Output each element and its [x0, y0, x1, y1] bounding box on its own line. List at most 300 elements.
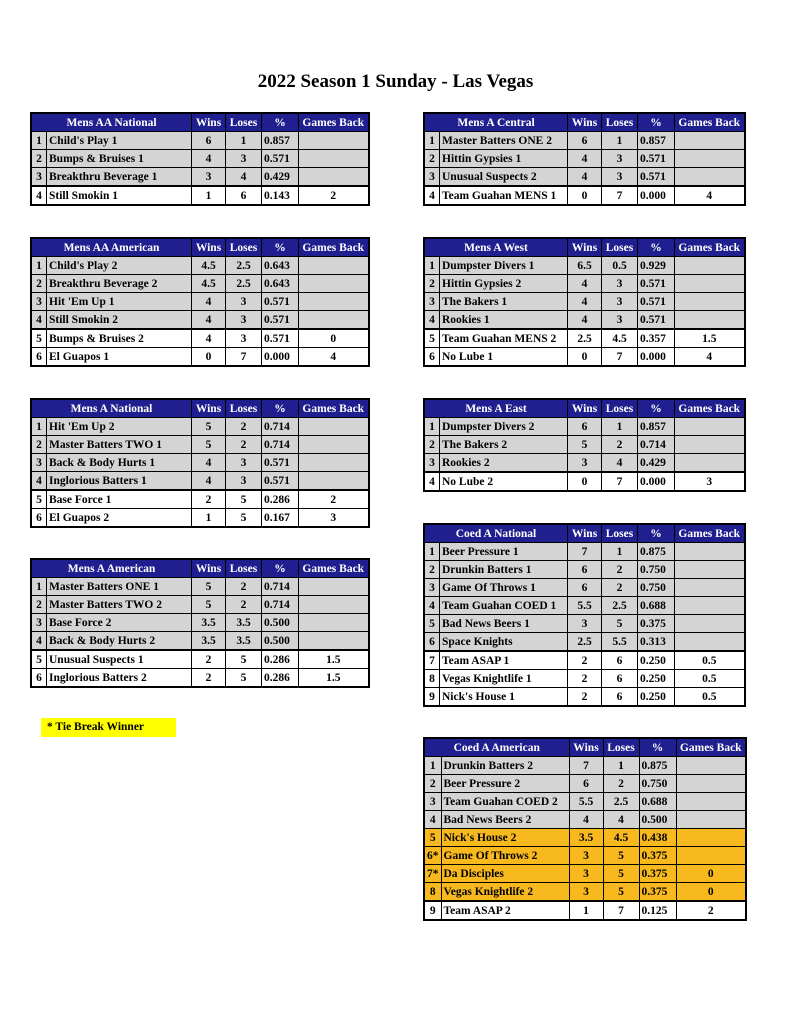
table-row — [424, 348, 745, 367]
division-name: Coed A American — [424, 738, 569, 757]
rank-cell: 3 — [31, 454, 47, 472]
games-back-cell — [676, 847, 746, 865]
wins-cell: 6 — [568, 132, 602, 150]
loses-cell: 3 — [226, 472, 262, 491]
rank-cell: 1 — [424, 132, 440, 150]
pct-cell: 0.875 — [639, 757, 676, 775]
rank-cell: 2 — [31, 596, 47, 614]
team-name: Team Guahan COED 1 — [440, 597, 568, 615]
wins-header: Wins — [192, 113, 226, 132]
table-row — [31, 348, 369, 367]
loses-cell: 4 — [603, 811, 639, 829]
rank-cell: 3 — [424, 168, 440, 187]
team-name: Bad News Beers 1 — [440, 615, 568, 633]
wins-header: Wins — [568, 238, 602, 257]
rank-cell: 1 — [31, 132, 47, 150]
games-back-cell — [299, 150, 369, 168]
table-row — [31, 578, 369, 596]
loses-cell: 5 — [226, 669, 262, 688]
games-back-cell — [299, 578, 369, 596]
table-row — [31, 454, 369, 472]
wins-header: Wins — [568, 113, 602, 132]
rank-cell: 6 — [424, 348, 440, 367]
games-back-cell — [676, 811, 746, 829]
games-back-cell — [299, 472, 369, 491]
games-back-cell — [675, 257, 745, 275]
loses-cell: 4.5 — [602, 329, 638, 348]
wins-cell: 6.5 — [568, 257, 602, 275]
team-name: Team Guahan MENS 2 — [440, 329, 568, 348]
games-back-header: Games Back — [299, 399, 369, 418]
team-name: Team Guahan COED 2 — [441, 793, 569, 811]
table-row — [424, 670, 745, 688]
loses-cell: 2.5 — [226, 257, 262, 275]
wins-cell: 3.5 — [192, 632, 226, 651]
loses-header: Loses — [226, 238, 262, 257]
rank-cell: 4 — [424, 472, 440, 491]
rank-cell: 6 — [31, 669, 47, 688]
rank-cell: 5 — [424, 329, 440, 348]
pct-cell: 0.313 — [638, 633, 675, 652]
games-back-cell: 4 — [675, 348, 745, 367]
team-name: Still Smokin 2 — [47, 311, 192, 330]
loses-cell: 3 — [226, 454, 262, 472]
rank-cell: 6 — [424, 633, 440, 652]
pct-header: % — [639, 738, 676, 757]
team-name: Master Batters TWO 2 — [47, 596, 192, 614]
games-back-cell: 3 — [299, 509, 369, 528]
games-back-header: Games Back — [675, 113, 745, 132]
wins-cell: 0 — [568, 472, 602, 491]
loses-header: Loses — [602, 238, 638, 257]
table-row — [424, 688, 745, 707]
wins-cell: 1 — [192, 186, 226, 205]
pct-cell: 0.375 — [638, 615, 675, 633]
team-name: Da Disciples — [441, 865, 569, 883]
pct-header: % — [638, 524, 675, 543]
wins-cell: 2 — [192, 490, 226, 509]
wins-cell: 3.5 — [192, 614, 226, 632]
pct-cell: 0.688 — [638, 597, 675, 615]
loses-cell: 7 — [602, 348, 638, 367]
rank-cell: 9 — [424, 688, 440, 707]
loses-cell: 3 — [226, 311, 262, 330]
team-name: Vegas Knightlife 2 — [441, 883, 569, 902]
table-row — [31, 669, 369, 688]
loses-cell: 4 — [602, 454, 638, 473]
table-header-row — [31, 113, 369, 132]
team-name: Game Of Throws 1 — [440, 579, 568, 597]
table-row — [31, 436, 369, 454]
loses-cell: 2 — [602, 579, 638, 597]
table-header-row — [424, 738, 746, 757]
wins-cell: 3 — [568, 615, 602, 633]
rank-cell: 4 — [31, 472, 47, 491]
team-name: Back & Body Hurts 1 — [47, 454, 192, 472]
wins-cell: 5 — [192, 418, 226, 436]
rank-cell: 1 — [31, 578, 47, 596]
loses-cell: 3.5 — [226, 614, 262, 632]
table-row — [424, 257, 745, 275]
rank-cell: 7* — [424, 865, 441, 883]
table-row — [424, 186, 745, 205]
games-back-cell — [676, 829, 746, 847]
rank-cell: 2 — [424, 436, 440, 454]
wins-cell: 5 — [192, 596, 226, 614]
table-row — [31, 168, 369, 187]
loses-cell: 2 — [226, 596, 262, 614]
table-row — [424, 329, 745, 348]
pct-cell: 0.714 — [262, 436, 299, 454]
pct-cell: 0.714 — [262, 578, 299, 596]
table-row — [31, 329, 369, 348]
table-row — [424, 561, 745, 579]
team-name: Hittin Gypsies 2 — [440, 275, 568, 293]
games-back-cell: 4 — [675, 186, 745, 205]
team-name: Unusual Suspects 2 — [440, 168, 568, 187]
rank-cell: 3 — [31, 614, 47, 632]
loses-cell: 2 — [602, 436, 638, 454]
wins-header: Wins — [192, 399, 226, 418]
loses-cell: 6 — [602, 688, 638, 707]
pct-cell: 0.571 — [638, 150, 675, 168]
rank-cell: 1 — [424, 418, 440, 436]
division-name: Mens A National — [31, 399, 192, 418]
pct-cell: 0.857 — [638, 132, 675, 150]
loses-header: Loses — [602, 113, 638, 132]
division-name: Mens A West — [424, 238, 568, 257]
team-name: El Guapos 1 — [47, 348, 192, 367]
wins-header: Wins — [569, 738, 603, 757]
wins-header: Wins — [192, 559, 226, 578]
table-row — [424, 454, 745, 473]
loses-cell: 5 — [603, 865, 639, 883]
games-back-cell — [675, 418, 745, 436]
wins-cell: 4 — [192, 472, 226, 491]
rank-cell: 4 — [424, 186, 440, 205]
games-back-cell — [675, 150, 745, 168]
rank-cell: 1 — [31, 418, 47, 436]
rank-cell: 5 — [31, 490, 47, 509]
table-row — [424, 472, 745, 491]
wins-cell: 2.5 — [568, 329, 602, 348]
wins-cell: 5 — [568, 436, 602, 454]
pct-cell: 0.714 — [638, 436, 675, 454]
table-row — [424, 847, 746, 865]
pct-cell: 0.571 — [262, 472, 299, 491]
loses-cell: 5.5 — [602, 633, 638, 652]
wins-header: Wins — [568, 399, 602, 418]
pct-cell: 0.571 — [262, 311, 299, 330]
rank-cell: 2 — [424, 150, 440, 168]
table-row — [31, 509, 369, 528]
team-name: Unusual Suspects 1 — [47, 650, 192, 669]
games-back-cell — [676, 775, 746, 793]
table-row — [31, 293, 369, 311]
rank-cell: 4 — [31, 186, 47, 205]
games-back-cell — [299, 596, 369, 614]
games-back-header: Games Back — [299, 238, 369, 257]
team-name: Master Batters TWO 1 — [47, 436, 192, 454]
pct-cell: 0.429 — [638, 454, 675, 473]
wins-cell: 1 — [569, 901, 603, 920]
wins-cell: 4 — [192, 329, 226, 348]
team-name: The Bakers 2 — [440, 436, 568, 454]
games-back-cell — [675, 633, 745, 652]
team-name: Hit 'Em Up 1 — [47, 293, 192, 311]
pct-cell: 0.571 — [262, 329, 299, 348]
games-back-cell — [299, 632, 369, 651]
table-row — [424, 293, 745, 311]
wins-cell: 7 — [568, 543, 602, 561]
table-row — [31, 311, 369, 330]
pct-cell: 0.750 — [639, 775, 676, 793]
games-back-cell — [675, 436, 745, 454]
table-header-row — [31, 559, 369, 578]
games-back-cell: 2 — [676, 901, 746, 920]
loses-cell: 5 — [602, 615, 638, 633]
wins-cell: 0 — [192, 348, 226, 367]
loses-cell: 6 — [602, 670, 638, 688]
loses-cell: 3 — [226, 293, 262, 311]
games-back-cell — [299, 293, 369, 311]
team-name: No Lube 1 — [440, 348, 568, 367]
loses-cell: 3.5 — [226, 632, 262, 651]
pct-cell: 0.357 — [638, 329, 675, 348]
pct-cell: 0.000 — [638, 348, 675, 367]
loses-cell: 1 — [602, 418, 638, 436]
team-name: Base Force 2 — [47, 614, 192, 632]
table-row — [424, 543, 745, 561]
rank-cell: 4 — [31, 632, 47, 651]
standings-table-mens-a-national — [30, 398, 370, 528]
team-name: Nick's House 2 — [441, 829, 569, 847]
standings-table-mens-a-central — [423, 112, 746, 206]
pct-cell: 0.571 — [638, 293, 675, 311]
wins-cell: 4 — [192, 150, 226, 168]
table-row — [424, 150, 745, 168]
standings-table-coed-a-american — [423, 737, 747, 921]
wins-cell: 4.5 — [192, 275, 226, 293]
team-name: Drunkin Batters 1 — [440, 561, 568, 579]
table-row — [424, 615, 745, 633]
loses-cell: 5 — [603, 883, 639, 902]
loses-cell: 2.5 — [226, 275, 262, 293]
table-row — [424, 829, 746, 847]
rank-cell: 8 — [424, 883, 441, 902]
loses-cell: 4.5 — [603, 829, 639, 847]
wins-cell: 5.5 — [569, 793, 603, 811]
pct-cell: 0.857 — [638, 418, 675, 436]
rank-cell: 1 — [424, 543, 440, 561]
team-name: Bumps & Bruises 1 — [47, 150, 192, 168]
loses-cell: 2 — [602, 561, 638, 579]
table-row — [424, 275, 745, 293]
loses-cell: 3 — [602, 168, 638, 187]
games-back-header: Games Back — [675, 238, 745, 257]
team-name: Inglorious Batters 2 — [47, 669, 192, 688]
team-name: Space Knights — [440, 633, 568, 652]
rank-cell: 8 — [424, 670, 440, 688]
pct-cell: 0.429 — [262, 168, 299, 187]
games-back-cell — [299, 436, 369, 454]
table-row — [31, 257, 369, 275]
table-header-row — [424, 113, 745, 132]
team-name: Game Of Throws 2 — [441, 847, 569, 865]
rank-cell: 2 — [31, 150, 47, 168]
rank-cell: 4 — [31, 311, 47, 330]
wins-cell: 6 — [569, 775, 603, 793]
loses-cell: 5 — [226, 509, 262, 528]
team-name: Hit 'Em Up 2 — [47, 418, 192, 436]
games-back-cell — [675, 597, 745, 615]
standings-table-mens-a-east — [423, 398, 746, 492]
loses-cell: 2 — [226, 418, 262, 436]
games-back-cell — [299, 257, 369, 275]
table-row — [424, 436, 745, 454]
team-name: Still Smokin 1 — [47, 186, 192, 205]
table-row — [31, 490, 369, 509]
team-name: The Bakers 1 — [440, 293, 568, 311]
games-back-cell — [675, 579, 745, 597]
division-name: Mens A Central — [424, 113, 568, 132]
loses-cell: 5 — [603, 847, 639, 865]
pct-cell: 0.571 — [262, 293, 299, 311]
table-row — [424, 579, 745, 597]
wins-cell: 4 — [192, 311, 226, 330]
pct-cell: 0.375 — [639, 865, 676, 883]
wins-cell: 3 — [569, 865, 603, 883]
wins-cell: 4 — [569, 811, 603, 829]
pct-header: % — [638, 113, 675, 132]
pct-cell: 0.438 — [639, 829, 676, 847]
loses-cell: 7 — [602, 472, 638, 491]
loses-header: Loses — [226, 113, 262, 132]
pct-cell: 0.714 — [262, 418, 299, 436]
pct-cell: 0.286 — [262, 669, 299, 688]
team-name: Drunkin Batters 2 — [441, 757, 569, 775]
tie-break-note: * Tie Break Winner — [41, 718, 176, 737]
table-header-row — [424, 399, 745, 418]
wins-cell: 1 — [192, 509, 226, 528]
games-back-cell: 0 — [676, 883, 746, 902]
pct-cell: 0.875 — [638, 543, 675, 561]
games-back-cell — [675, 293, 745, 311]
pct-cell: 0.000 — [638, 472, 675, 491]
division-name: Mens A East — [424, 399, 568, 418]
wins-cell: 6 — [568, 418, 602, 436]
loses-cell: 3 — [602, 275, 638, 293]
games-back-cell: 2 — [299, 490, 369, 509]
rank-cell: 3 — [424, 579, 440, 597]
rank-cell: 2 — [424, 275, 440, 293]
loses-cell: 2 — [603, 775, 639, 793]
wins-cell: 4 — [192, 293, 226, 311]
pct-cell: 0.500 — [262, 614, 299, 632]
loses-cell: 1 — [603, 757, 639, 775]
team-name: Team ASAP 1 — [440, 651, 568, 670]
wins-cell: 5.5 — [568, 597, 602, 615]
table-row — [31, 650, 369, 669]
loses-header: Loses — [226, 559, 262, 578]
pct-cell: 0.857 — [262, 132, 299, 150]
team-name: Inglorious Batters 1 — [47, 472, 192, 491]
loses-cell: 5 — [226, 490, 262, 509]
pct-cell: 0.643 — [262, 257, 299, 275]
wins-cell: 3 — [569, 847, 603, 865]
pct-cell: 0.571 — [262, 150, 299, 168]
loses-cell: 7 — [603, 901, 639, 920]
table-row — [31, 632, 369, 651]
games-back-cell — [675, 561, 745, 579]
wins-cell: 7 — [569, 757, 603, 775]
games-back-cell: 0 — [676, 865, 746, 883]
loses-cell: 0.5 — [602, 257, 638, 275]
games-back-cell: 1.5 — [675, 329, 745, 348]
games-back-cell — [299, 311, 369, 330]
rank-cell: 3 — [424, 793, 441, 811]
rank-cell: 1 — [424, 757, 441, 775]
table-row — [424, 901, 746, 920]
games-back-cell — [675, 168, 745, 187]
wins-cell: 4 — [568, 150, 602, 168]
games-back-header: Games Back — [299, 113, 369, 132]
loses-cell: 7 — [226, 348, 262, 367]
table-row — [424, 793, 746, 811]
team-name: Nick's House 1 — [440, 688, 568, 707]
games-back-cell — [675, 275, 745, 293]
wins-cell: 5 — [192, 578, 226, 596]
team-name: Hittin Gypsies 1 — [440, 150, 568, 168]
rank-cell: 6* — [424, 847, 441, 865]
table-row — [31, 186, 369, 205]
rank-cell: 2 — [424, 775, 441, 793]
wins-cell: 3 — [192, 168, 226, 187]
rank-cell: 1 — [31, 257, 47, 275]
rank-cell: 5 — [31, 650, 47, 669]
loses-header: Loses — [226, 399, 262, 418]
wins-cell: 5 — [192, 436, 226, 454]
loses-header: Loses — [602, 399, 638, 418]
games-back-cell — [299, 614, 369, 632]
table-row — [424, 633, 745, 652]
games-back-cell — [675, 454, 745, 473]
wins-cell: 4 — [568, 275, 602, 293]
team-name: Beer Pressure 2 — [441, 775, 569, 793]
team-name: Child's Play 2 — [47, 257, 192, 275]
loses-header: Loses — [603, 738, 639, 757]
pct-cell: 0.000 — [638, 186, 675, 205]
table-row — [31, 132, 369, 150]
loses-cell: 2 — [226, 436, 262, 454]
rank-cell: 6 — [31, 509, 47, 528]
games-back-cell — [675, 311, 745, 330]
team-name: Dumpster Divers 2 — [440, 418, 568, 436]
pct-header: % — [262, 238, 299, 257]
games-back-cell: 0.5 — [675, 688, 745, 707]
wins-cell: 3 — [569, 883, 603, 902]
loses-cell: 6 — [602, 651, 638, 670]
games-back-cell — [676, 757, 746, 775]
team-name: Beer Pressure 1 — [440, 543, 568, 561]
wins-cell: 2 — [192, 669, 226, 688]
pct-cell: 0.643 — [262, 275, 299, 293]
standings-table-mens-aa-american — [30, 237, 370, 367]
loses-cell: 2.5 — [602, 597, 638, 615]
standings-table-mens-a-west — [423, 237, 746, 367]
wins-cell: 2 — [192, 650, 226, 669]
table-row — [424, 651, 745, 670]
